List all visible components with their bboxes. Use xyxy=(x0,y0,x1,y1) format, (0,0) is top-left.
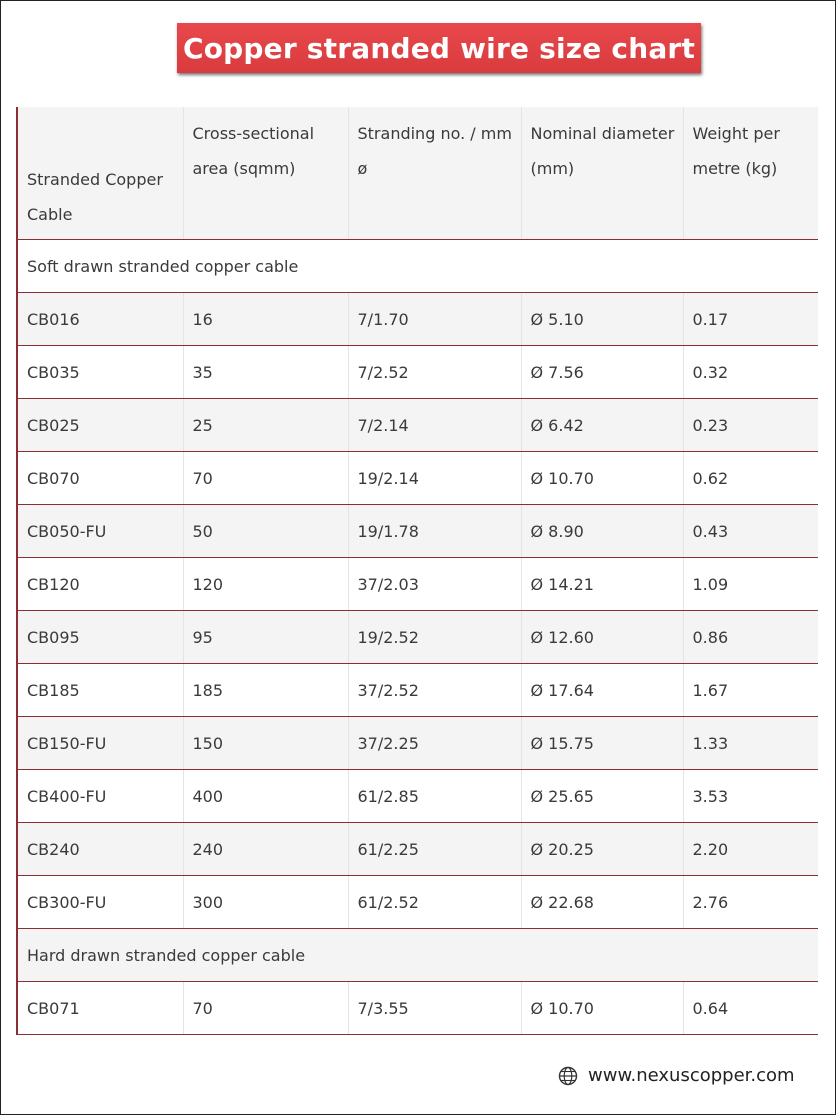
cell-cable: CB025 xyxy=(18,399,183,452)
cell-diameter: Ø 22.68 xyxy=(521,876,683,929)
cell-stranding: 7/2.52 xyxy=(348,346,521,399)
cell-cable: CB150-FU xyxy=(18,717,183,770)
cell-stranding: 19/2.52 xyxy=(348,611,521,664)
cell-area: 25 xyxy=(183,399,348,452)
table-row xyxy=(18,611,818,664)
table-row xyxy=(18,876,818,929)
footer-url[interactable]: www.nexuscopper.com xyxy=(588,1065,795,1086)
section-row-hard xyxy=(18,929,818,982)
cell-diameter: Ø 17.64 xyxy=(521,664,683,717)
cell-diameter: Ø 8.90 xyxy=(521,505,683,558)
table-row xyxy=(18,399,818,452)
cell-area: 95 xyxy=(183,611,348,664)
table-row xyxy=(18,505,818,558)
cell-weight: 1.67 xyxy=(683,664,818,717)
size-chart-table xyxy=(18,107,818,1035)
cell-diameter: Ø 10.70 xyxy=(521,982,683,1035)
column-header-weight: Weight per metre (kg) xyxy=(683,107,818,240)
cell-area: 50 xyxy=(183,505,348,558)
cell-diameter: Ø 20.25 xyxy=(521,823,683,876)
table-row xyxy=(18,770,818,823)
cell-diameter: Ø 15.75 xyxy=(521,717,683,770)
cell-cable: CB300-FU xyxy=(18,876,183,929)
cell-weight: 1.33 xyxy=(683,717,818,770)
cell-stranding: 61/2.25 xyxy=(348,823,521,876)
table-row xyxy=(18,664,818,717)
cell-diameter: Ø 5.10 xyxy=(521,293,683,346)
cell-cable: CB050-FU xyxy=(18,505,183,558)
cell-stranding: 7/2.14 xyxy=(348,399,521,452)
cell-weight: 2.76 xyxy=(683,876,818,929)
cell-weight: 2.20 xyxy=(683,823,818,876)
cell-stranding: 37/2.25 xyxy=(348,717,521,770)
table-row xyxy=(18,558,818,611)
section-label-hard: Hard drawn stranded copper cable xyxy=(18,929,818,982)
cell-stranding: 7/1.70 xyxy=(348,293,521,346)
column-header-area: Cross-sectional area (sqmm) xyxy=(183,107,348,240)
cell-diameter: Ø 10.70 xyxy=(521,452,683,505)
cell-area: 240 xyxy=(183,823,348,876)
footer xyxy=(558,1065,795,1086)
cell-weight: 0.23 xyxy=(683,399,818,452)
cell-area: 35 xyxy=(183,346,348,399)
cell-area: 120 xyxy=(183,558,348,611)
cell-weight: 0.62 xyxy=(683,452,818,505)
table-row xyxy=(18,452,818,505)
cell-cable: CB035 xyxy=(18,346,183,399)
cell-diameter: Ø 6.42 xyxy=(521,399,683,452)
cell-stranding: 37/2.52 xyxy=(348,664,521,717)
cell-cable: CB400-FU xyxy=(18,770,183,823)
table-row xyxy=(18,293,818,346)
cell-diameter: Ø 25.65 xyxy=(521,770,683,823)
cell-cable: CB095 xyxy=(18,611,183,664)
cell-cable: CB071 xyxy=(18,982,183,1035)
table-row xyxy=(18,823,818,876)
header-row xyxy=(18,107,818,240)
column-header-diameter: Nominal diameter (mm) xyxy=(521,107,683,240)
cell-weight: 0.43 xyxy=(683,505,818,558)
cell-cable: CB120 xyxy=(18,558,183,611)
cell-stranding: 7/3.55 xyxy=(348,982,521,1035)
section-label-soft: Soft drawn stranded copper cable xyxy=(18,240,818,293)
cell-cable: CB240 xyxy=(18,823,183,876)
cell-weight: 0.17 xyxy=(683,293,818,346)
cell-area: 16 xyxy=(183,293,348,346)
table-row xyxy=(18,982,818,1035)
cell-stranding: 61/2.52 xyxy=(348,876,521,929)
cell-diameter: Ø 7.56 xyxy=(521,346,683,399)
cell-area: 300 xyxy=(183,876,348,929)
cell-diameter: Ø 14.21 xyxy=(521,558,683,611)
cell-weight: 0.32 xyxy=(683,346,818,399)
cell-cable: CB070 xyxy=(18,452,183,505)
cell-stranding: 37/2.03 xyxy=(348,558,521,611)
cell-stranding: 61/2.85 xyxy=(348,770,521,823)
cell-area: 185 xyxy=(183,664,348,717)
cell-weight: 0.64 xyxy=(683,982,818,1035)
cell-diameter: Ø 12.60 xyxy=(521,611,683,664)
cell-area: 150 xyxy=(183,717,348,770)
column-header-cable: Stranded Copper Cable xyxy=(18,107,183,240)
globe-icon xyxy=(558,1066,578,1086)
cell-area: 70 xyxy=(183,982,348,1035)
table-row xyxy=(18,346,818,399)
cell-stranding: 19/2.14 xyxy=(348,452,521,505)
table-row xyxy=(18,717,818,770)
cell-weight: 1.09 xyxy=(683,558,818,611)
page-title: Copper stranded wire size chart xyxy=(177,23,701,73)
cell-area: 400 xyxy=(183,770,348,823)
section-row-soft xyxy=(18,240,818,293)
size-chart-table-wrapper xyxy=(16,107,818,1035)
column-header-stranding: Stranding no. / mm ø xyxy=(348,107,521,240)
cell-cable: CB185 xyxy=(18,664,183,717)
cell-weight: 3.53 xyxy=(683,770,818,823)
cell-cable: CB016 xyxy=(18,293,183,346)
cell-area: 70 xyxy=(183,452,348,505)
cell-weight: 0.86 xyxy=(683,611,818,664)
cell-stranding: 19/1.78 xyxy=(348,505,521,558)
